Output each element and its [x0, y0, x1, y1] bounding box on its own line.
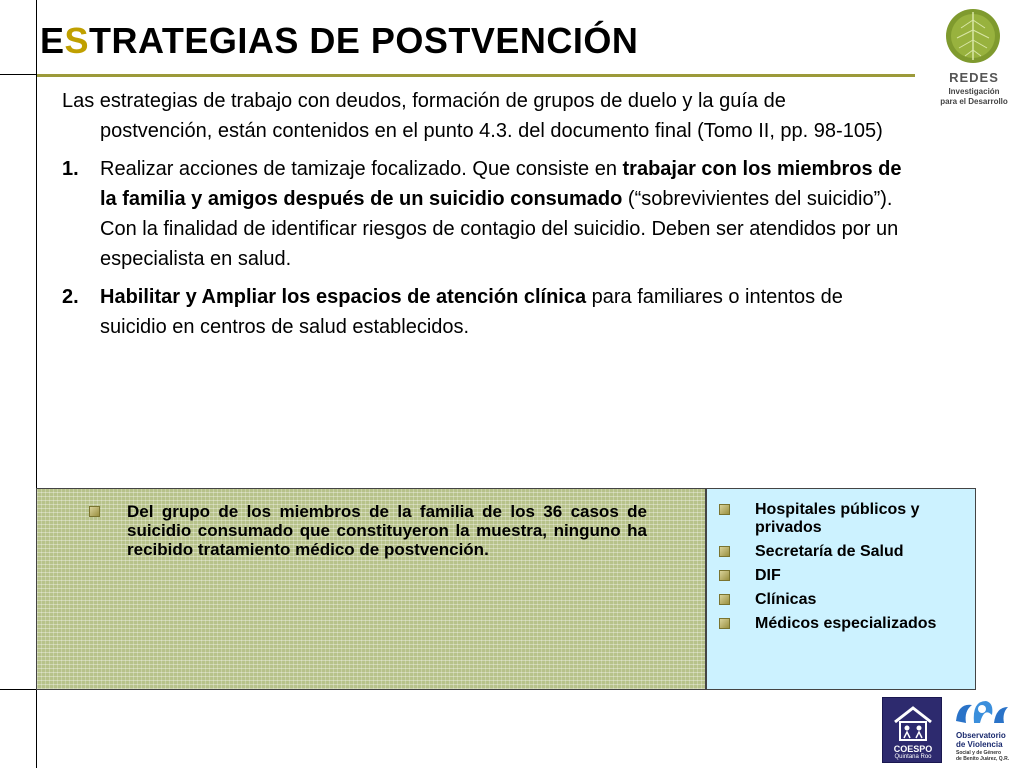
item-1-text-bold: trabajar con los miembros de la familia y amigos después de un suicidio consumado — [100, 158, 902, 210]
title-underline — [37, 74, 915, 77]
list-item — [719, 543, 969, 561]
item-2-text-b: para familiares o intentos de suicidio en centros de salud establecidos. — [100, 286, 843, 338]
title-first-letter: E — [40, 20, 65, 61]
frame-bottom-line — [0, 689, 37, 690]
institution-label: Médicos especializados — [755, 615, 937, 632]
institution-label: Secretaría de Salud — [755, 543, 904, 560]
redes-subtitle-1: Investigación — [948, 87, 1000, 96]
slide-body — [62, 86, 902, 350]
coespo-subtitle: Quintana Roo — [894, 754, 932, 760]
house-icon — [891, 704, 935, 742]
redes-name: REDES — [949, 70, 999, 85]
redes-logo — [928, 4, 1020, 114]
intro-paragraph: Las estrategias de trabajo con deudos, formación de grupos de duelo y la guía de postvención, están contenidos en el punto 4.3. del documento final (Tomo II, pp. 98-105) — [62, 90, 883, 142]
title-rest: TRATEGIAS DE POSTVENCIÓN — [89, 20, 639, 61]
observatorio-line-1: Observatorio — [956, 731, 1006, 740]
square-bullet-icon — [719, 618, 730, 629]
coespo-logo — [882, 697, 942, 763]
item-1-text-a: Realizar acciones de tamizaje focalizado. Que consiste en — [100, 158, 623, 180]
finding-item — [89, 502, 647, 559]
item-1-text-b: (“sobrevivientes del suicidio”). Con la finalidad de identificar riesgos de contagio del suicidio. Deben ser atendidos por un especialista en salud. — [100, 188, 899, 270]
institutions-list — [719, 501, 969, 639]
square-bullet-icon — [719, 504, 730, 515]
observatorio-line-2: de Violencia — [956, 740, 1003, 749]
strategy-item-2 — [62, 282, 902, 342]
square-bullet-icon — [719, 570, 730, 581]
list-item — [719, 615, 969, 633]
list-item — [719, 591, 969, 609]
finding-text: Del grupo de los miembros de la familia de los 36 casos de suicidio consumado que constituyeron la muestra, ninguno ha recibido tratamiento médico de postvención. — [127, 502, 647, 559]
leaf-icon — [945, 6, 1001, 66]
observatorio-logo — [946, 697, 1022, 765]
institution-label: Hospitales públicos y privados — [755, 501, 920, 536]
slide-title — [40, 20, 638, 62]
list-item — [719, 567, 969, 585]
coespo-name: COESPO — [893, 744, 933, 754]
observatorio-line-3: Social y de Género — [956, 750, 1002, 756]
square-bullet-icon — [719, 594, 730, 605]
list-item — [719, 501, 969, 537]
institution-label: Clínicas — [755, 591, 817, 608]
institutions-box — [706, 488, 976, 690]
observatorio-line-4: de Benito Juárez, Q.R. — [956, 756, 1010, 762]
item-2-text-bold: Habilitar y Ampliar los espacios de atención clínica — [100, 286, 587, 308]
item-1-number: 1. — [62, 158, 79, 180]
finding-box — [36, 488, 706, 690]
item-2-number: 2. — [62, 286, 79, 308]
square-bullet-icon — [719, 546, 730, 557]
square-bullet-icon — [89, 506, 100, 517]
observatorio-mark-icon — [950, 697, 1014, 729]
institution-label: DIF — [755, 567, 781, 584]
title-accent-letter: S — [64, 20, 90, 61]
redes-subtitle-2: para el Desarrollo — [940, 97, 1008, 106]
strategy-item-1 — [62, 154, 902, 274]
frame-top-line — [0, 74, 37, 75]
